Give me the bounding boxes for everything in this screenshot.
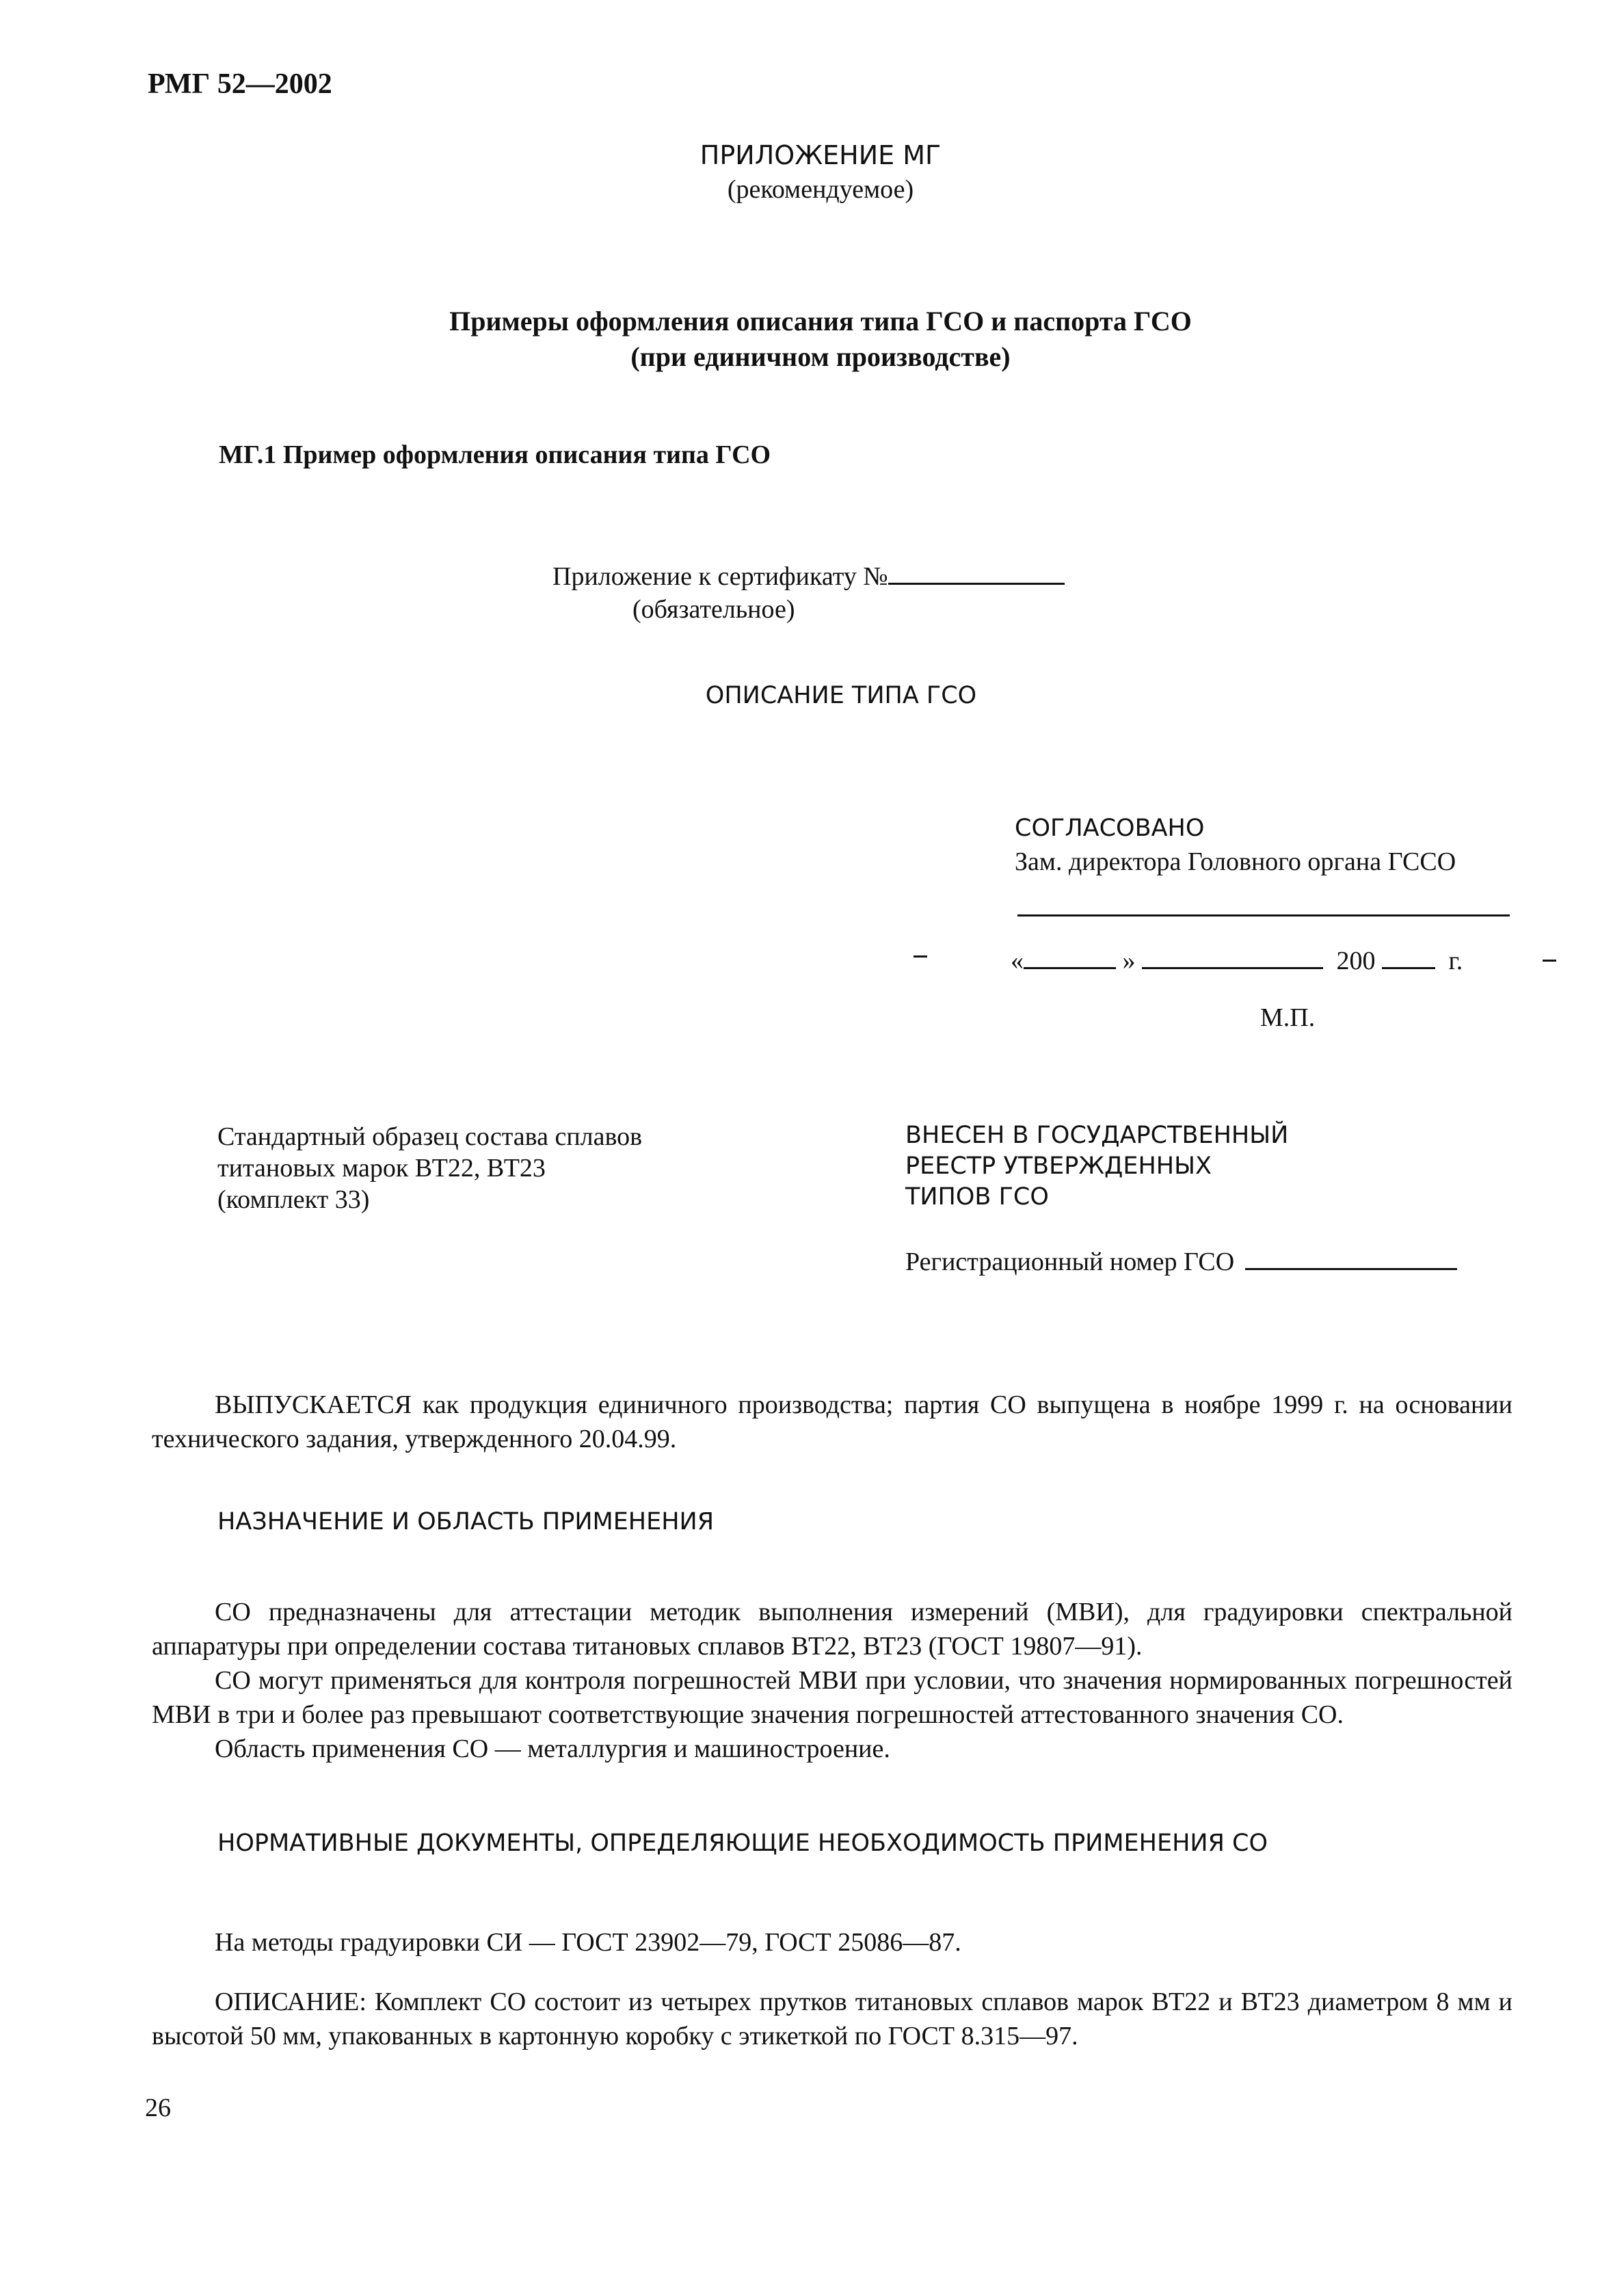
section-subtitle: (при единичном производстве) [630, 341, 1011, 372]
purpose-paragraph-1: СО предназначены для аттестации методик выполнения измерений (МВИ), для градуировки спектральной аппаратуры при определении состава титановых сплавов ВТ22, ВТ23 (ГОСТ 19807—91). [152, 1598, 1512, 1661]
registry-line-1: ВНЕСЕН В ГОСУДАРСТВЕННЫЙ [905, 1122, 1289, 1149]
date-close-quote: » [1122, 947, 1136, 975]
registration-number-label: Регистрационный номер ГСО [905, 1248, 1235, 1276]
margin-dash-right [1543, 960, 1556, 962]
approval-signature-line [1017, 914, 1510, 916]
sample-line-1: Стандартный образец состава сплавов [217, 1122, 643, 1151]
description-paragraph: ОПИСАНИЕ: Комплект СО состоит из четырех прутков титановых сплавов марок ВТ22 и ВТ23 диаметром 8 мм и высотой 50 мм, упакованных в картонную коробку с этикеткой по ГОСТ 8.315—97. [152, 1988, 1512, 2050]
registry-line-3: ТИПОВ ГСО [905, 1183, 1049, 1211]
purpose-paragraph-3: Область применения СО — металлургия и машиностроение. [215, 1734, 890, 1763]
registry-line-2: РЕЕСТР УТВЕРЖДЕННЫХ [905, 1152, 1212, 1180]
approval-title: СОГЛАСОВАНО [1015, 815, 1205, 842]
sample-line-2: титановых марок ВТ22, ВТ23 [217, 1154, 546, 1183]
page-number: 26 [145, 2094, 171, 2122]
margin-dash-left [914, 955, 927, 958]
date-month-blank [1142, 944, 1323, 969]
purpose-heading: НАЗНАЧЕНИЕ И ОБЛАСТЬ ПРИМЕНЕНИЯ [217, 1508, 715, 1535]
section-title: Примеры оформления описания типа ГСО и паспорта ГСО [449, 306, 1192, 337]
appendix-status: (рекомендуемое) [727, 175, 914, 204]
date-year-suffix: г. [1448, 947, 1463, 975]
approval-seal: М.П. [1260, 1003, 1316, 1032]
certificate-appendix-text: Приложение к сертификату № [552, 562, 888, 591]
document-code: РМГ 52—2002 [148, 68, 332, 100]
date-open-quote: « [1011, 947, 1024, 975]
produced-paragraph: ВЫПУСКАЕТСЯ как продукция единичного производства; партия СО выпущена в ноябре 1999 г. на основании технического задания, утвержденного 20.04.99. [152, 1390, 1512, 1453]
appendix-title: ПРИЛОЖЕНИЕ МГ [699, 140, 942, 170]
registration-number-blank [1245, 1245, 1457, 1270]
certificate-number-blank [888, 559, 1065, 585]
sample-line-3: (комплект 33) [217, 1185, 370, 1214]
registration-number-row [905, 1245, 1457, 1279]
purpose-body [152, 1595, 1512, 1766]
normative-heading: НОРМАТИВНЫЕ ДОКУМЕНТЫ, ОПРЕДЕЛЯЮЩИЕ НЕОБХОДИМОСТЬ ПРИМЕНЕНИЯ СО [217, 1830, 1268, 1857]
date-day-blank [1024, 944, 1116, 969]
subsection-title: МГ.1 Пример оформления описания типа ГСО [219, 440, 771, 469]
certificate-appendix-label [552, 559, 1065, 594]
purpose-paragraph-2: СО могут применяться для контроля погрешностей МВИ при условии, что значения нормированных погрешностей МВИ в три и более раз превышают соответствующие значения погрешностей аттестованного значения СО. [152, 1666, 1512, 1729]
description-type-title: ОПИСАНИЕ ТИПА ГСО [705, 682, 977, 709]
approval-date-row [1011, 944, 1463, 978]
certificate-appendix-status: (обязательное) [632, 595, 795, 624]
approval-position: Зам. директора Головного органа ГССО [1015, 847, 1456, 876]
date-year-prefix: 200 [1336, 947, 1376, 975]
date-year-blank [1382, 944, 1435, 969]
normative-paragraph: На методы градуировки СИ — ГОСТ 23902—79, ГОСТ 25086—87. [215, 1928, 961, 1957]
